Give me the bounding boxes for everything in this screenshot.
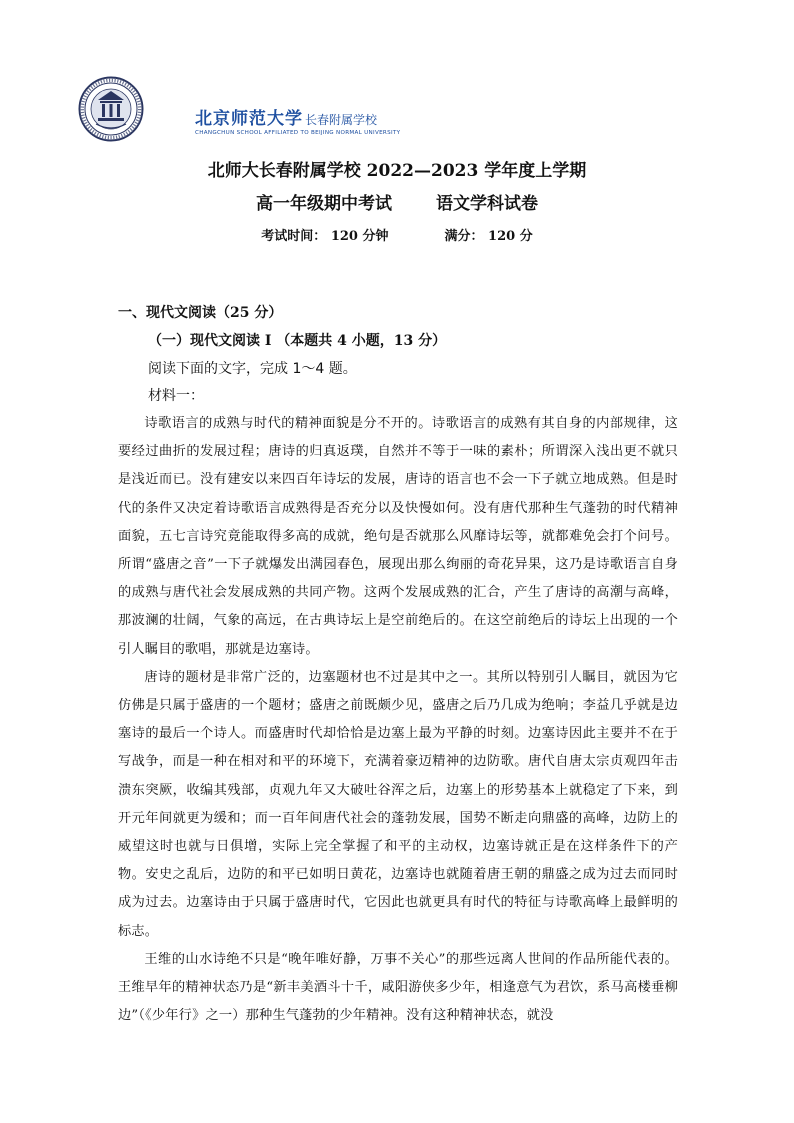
exam-grade: 高一年级期中考试 [256,194,392,214]
school-header [78,76,718,156]
exam-subject: 语文学科试卷 [436,194,538,214]
brand-chinese [195,104,400,129]
brand-english: CHANGCHUN SCHOOL AFFILIATED TO BEIJING NORMAL UNIVERSITY [195,130,401,136]
school-brand [195,104,400,136]
reading-passage [118,410,678,1030]
exam-subtitle [0,189,794,214]
section-heading: 一、现代文阅读（25 分） [118,305,283,321]
exam-time: 考试时间： 120 分钟 [261,229,389,244]
brand-name: 北京师范大学 [195,109,303,129]
subsection-heading: （一）现代文阅读 I （本题共 4 小题，13 分） [148,333,447,349]
brand-subname: 长春附属学校 [305,113,378,127]
reading-instruction: 阅读下面的文字，完成 1～4 题。 [148,361,357,377]
passage-paragraph-2: 唐诗的题材是非常广泛的，边塞题材也不过是其中之一。其所以特别引人瞩目，就因为它仿佛是只属于盛唐的一个题材；盛唐之前既颇少见，盛唐之后乃几成为绝响；李益几乎就是边塞诗的最后一个诗人。而盛唐时代却恰恰是边塞上最为平静的时刻。边塞诗因此主要并不在于写战争，而是一种在相对和平的环境下，充满着豪迈精神的边防歌。唐代自唐太宗贞观四年击溃东突厥，收编其残部，贞观九年又大破吐谷浑之后，边塞上的形势基本上就稳定了下来，到开元年间就更为缓和；而一百年间唐代社会的蓬勃发展，国势不断走向鼎盛的高峰，边防上的威望这时也就与日俱增，实际上完全掌握了和平的主动权，边塞诗就正是在这样条件下的产物。安史之乱后，边防的和平已如明日黄花，边塞诗也就随着唐王朝的鼎盛之成为过去而同时成为过去。边塞诗由于只属于盛唐时代，它因此也就更具有时代的特征与诗歌高峰上最鲜明的标志。 [118,669,678,939]
exam-meta [0,225,794,244]
passage-paragraph-1: 诗歌语言的成熟与时代的精神面貌是分不开的。诗歌语言的成熟有其自身的内部规律，这要经过曲折的发展过程；唐诗的归真返璞，自然并不等于一味的素朴；所谓深入浅出更不就只是浅近而已。没有建安以来四百年诗坛的发展，唐诗的语言也不会一下子就立地成熟。但是时代的条件又决定着诗歌语言成熟得是否充分以及快慢如何。没有唐代那种生气蓬勃的时代精神面貌，五七言诗究竟能取得多高的成就，绝句是否就那么风靡诗坛等，就都难免会打个问号。所谓“盛唐之音”一下子就爆发出满园春色，展现出那么绚丽的奇花异果，这乃是诗歌语言自身的成熟与唐代社会发展成熟的共同产物。这两个发展成熟的汇合，产生了唐诗的高潮与高峰，那波澜的壮阔，气象的高远，在古典诗坛上是空前绝后的。在这空前绝后的诗坛上出现的一个引人瞩目的歌唱，那就是边塞诗。 [118,416,678,657]
passage-paragraph-3: 王维的山水诗绝不只是“晚年唯好静，万事不关心”的那些远离人世间的作品所能代表的。王维早年的精神状态乃是“新丰美酒斗十千，咸阳游侠多少年，相逢意气为君饮，系马高楼垂柳边”（《少年行》之一）那种生气蓬勃的少年精神。没有这种精神状态，就没 [118,951,678,1024]
school-seal-icon [78,76,144,142]
exam-title: 北师大长春附属学校 2022—2023 学年度上学期 [207,161,587,181]
material-label: 材料一： [148,388,204,404]
exam-score: 满分： 120 分 [444,229,533,244]
